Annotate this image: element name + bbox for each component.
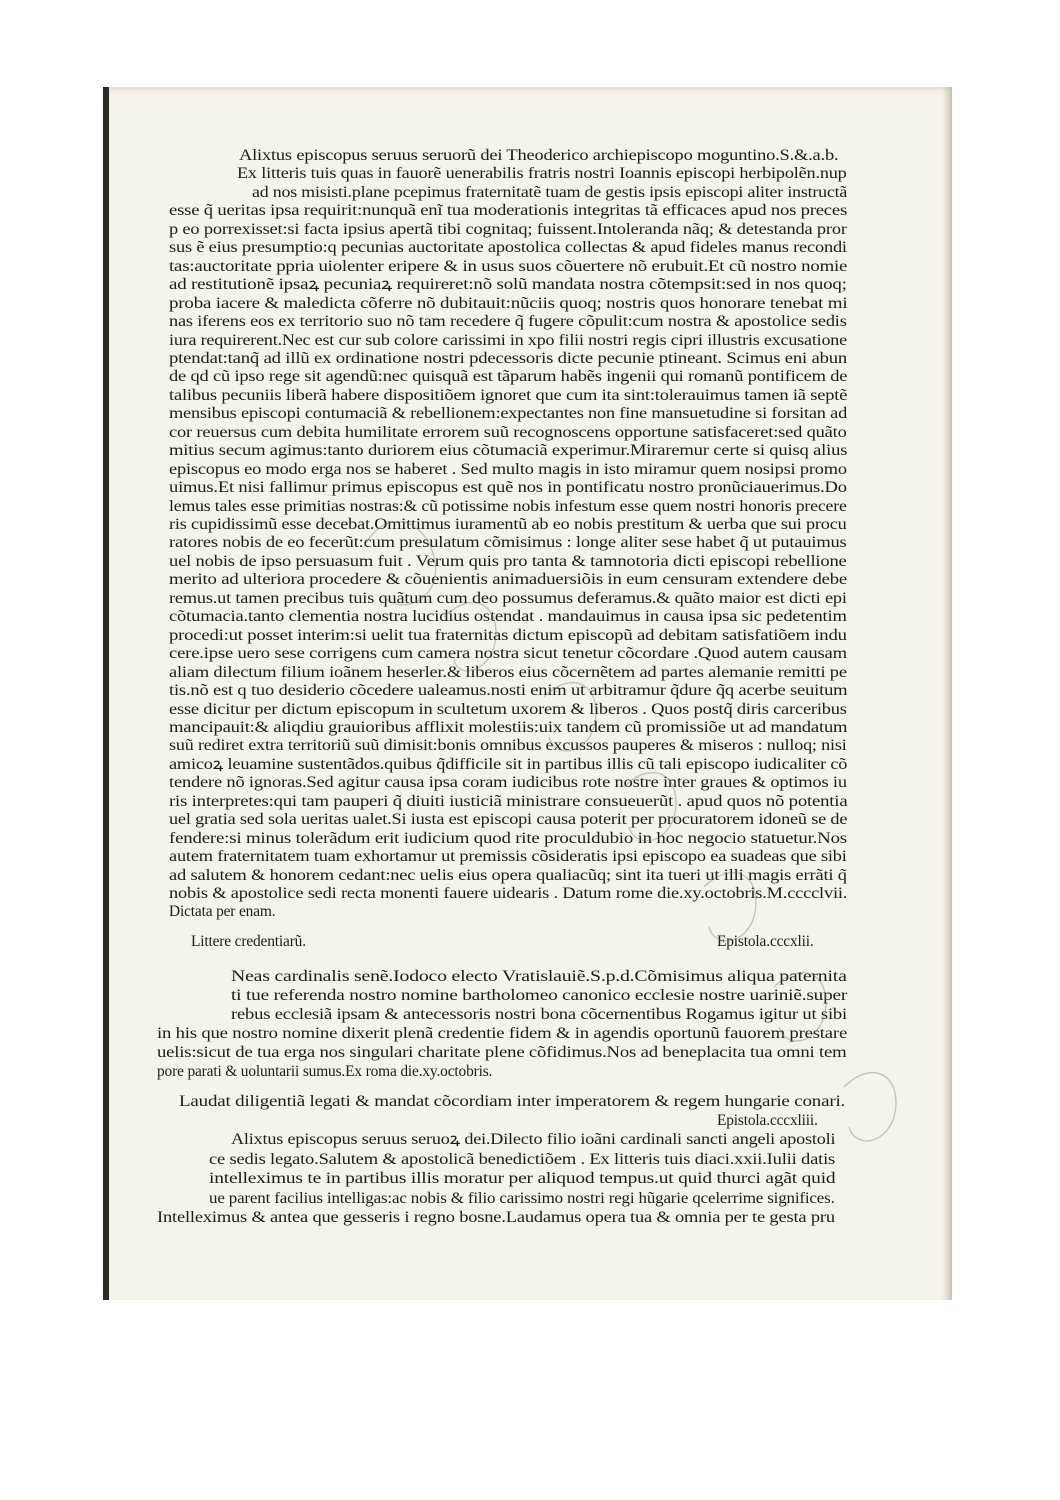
letter-line: cor reuersus cum debita humilitate errorem suũ recognoscens opportune satisfaceret:sed quãto — [169, 423, 847, 441]
letter-line: uel gratia sed sola ueritas ualet.Si iusta est episcopi causa poterit per procuratorem idoneũ se de — [169, 811, 848, 829]
letter-line: merito ad ulteriora procedere & cõuenientis animaduersiõis in eum censuram extendere debe — [169, 571, 848, 589]
letter-line: suũ rediret extra territoriũ suũ dimisit:bonis omnibus excussos pauperes & miseros : nulloq; nisi — [169, 737, 847, 755]
letter-line: ris cupidissimũ esse decebat.Omittimus iuramentũ ab eo nobis prestitum & uerba que sui procu — [169, 516, 847, 533]
letter-line: procedi:ut posset interim:si uelit tua fraternitas dictum episcopũ ad debitam satisfatiõem indu — [169, 626, 847, 644]
letter-line: ad nos misisti.plane pcepimus fraternitatẽ tuam de gestis ipsis episcopi aliter instructã — [252, 183, 848, 201]
letter-line: tas:auctoritate ppria uiolenter eripere & in usus suos cõuertere nõ erubuit.Et cũ nostro nomie — [169, 257, 848, 275]
letter-line: esse dicitur per dictum episcopum in scultetum uxorem & liberos . Quos postq̃ diris carceribus — [169, 700, 847, 718]
letter-line: episcopus eo modo erga nos se haberet . Sed multo magis in isto miramur quem nosipsi promo — [169, 460, 847, 478]
letter-line: ad salutem & honorem cedant:nec uelis eius opera qualiacũq; sint ita tueri ut illi magis errãti q̃ — [169, 866, 847, 884]
letter-line: tendere nõ ignoras.Sed agitur causa ipsa coram iudicibus rote nostre inter graues & optimos iu — [169, 774, 847, 792]
letter-line: autem fraternitatem tuam exhortamur ut premissis cõsideratis ipsi episcopo ea suadeas que sibi — [169, 848, 847, 866]
letter-line: amicoꝝ leuamine sustentãdos.quibus q̃difficile sit in partibus illis cũ tali episcopo iudicaliter cõ — [169, 755, 848, 773]
letter-line: Intelleximus & antea que gesseris i regno bosne.Laudamus opera tua & omnia per te gesta pru — [157, 1209, 835, 1226]
letter-line: mitius secum agimus:tanto duriorem eius cõtumaciã experimur.Miraremur certe si quisq alius — [169, 442, 848, 460]
letter-line: mensibus episcopi contumaciã & rebellionem:expectantes non fine mansuetudine si forsitan ad — [169, 405, 848, 423]
letter-line: proba iacere & maledicta cõferre nõ dubitauit:nũciis quoq; nostris quos honorare tenebat mi — [169, 294, 848, 312]
letter-line: rebus ecclesiã ipsam & antecessoris nostri bona cõcernentibus Rogamus igitur ut sibi — [231, 1006, 848, 1023]
letter-line: sus ẽ eius presumptio:q pecunias auctoritate apostolica collectas & apud fideles manus recondi — [169, 239, 847, 257]
letter-line: Dictata per enam. — [169, 903, 276, 921]
letter-line: cõtumacia.tanto clementia nostra lucidius ostendat . mandauimus in causa ipsa sic pedetentim — [169, 608, 847, 626]
book-page — [103, 87, 952, 1300]
letter-line: cere.ipse uero sese corrigens cum camera nostra sicut tenetur cõcordare .Quod autem causam — [169, 645, 847, 663]
letter-line: in his que nostro nomine dixerit plenã credentie fidem & in agendis oportunũ fauorem prestare — [157, 1025, 848, 1042]
letter-line: ce sedis legato.Salutem & apostolicã benedictiõem . Ex litteris tuis diaci.xxii.Iulii datis — [209, 1150, 836, 1168]
letter-line: Alixtus episcopus seruus seruoꝝ dei.Dilecto filio ioãni cardinali sancti angeli apostoli — [231, 1131, 836, 1148]
letter-line: esse q̃ ueritas ipsa requirit:nunquã enĩ tua moderationis integritas tã efficaces apud nos preces — [169, 202, 848, 220]
letter-line: Ex litteris tuis quas in fauorẽ uenerabilis fratris nostri Ioannis episcopi herbipolẽn.nup — [237, 165, 847, 183]
letter-line: tis.nõ est q tuo desiderio cõcedere ualeamus.nosti enim ut arbitramur q̃dure q̃q acerbe seuitum — [169, 682, 848, 700]
letter-line: lemus tales esse primitias nostras:& cũ potissime nobis infestum esse quem nostri honoris precere — [169, 497, 847, 515]
letter-line: de qd cũ ipso rege sit agendũ:nec quisquã est tãparum habẽs ingenii qui romanũ pontificem de — [169, 368, 848, 386]
section-heading: Laudat diligentiã legati & mandat cõcordiam inter imperatorem & regem hungarie conari. — [179, 1093, 846, 1110]
letter-line: ratores nobis de eo fecerũt:cum presulatum cõmisimus : longe aliter sese habet q̃ ut putauimus — [169, 534, 847, 552]
letter-line: ti tue referenda nostro nomine bartholomeo canonico ecclesie nostre uariniẽ.super — [231, 987, 848, 1004]
letter-line: talibus pecuniis liberã habere dispositiõem ignoret que cum ita sint:tolerauimus tamen iã septẽ — [169, 386, 848, 404]
letter-line: nobis & apostolice sedi recta monenti fauere uidearis . Datum rome die.xy.octobris.M.cccclvii. — [169, 885, 848, 902]
letter-line: ad restitutionẽ ipsaꝝ pecuniaꝝ requireret:nõ solũ mandata nostra cõtempsit:sed in nos quoq; — [169, 276, 847, 294]
letter-line: aliam dilectum filium ioãnem heserler.& liberos eius cõcernẽtem ad partes alemanie remitti pe — [169, 663, 847, 681]
letter-line: uelis:sicut de tua erga nos singulari charitate plene cõfidimus.Nos ad beneplacita tua omni tem — [157, 1044, 847, 1061]
page-text — [109, 87, 952, 1300]
letter-line: ue parent facilius intelligas:ac nobis & filio carissimo nostri regi hũgarie qcelerrime significes. — [209, 1189, 835, 1207]
letter-line: uimus.Et nisi fallimur primus episcopus est quẽ nos in pontificatu nostro pronũciauerimus.Do — [169, 479, 847, 497]
letter-line: mancipauit:& aliqdiu grauioribus afflixit molestiis:uix tandem cũ promissiõe ut ad mandatum — [169, 718, 848, 736]
letter-line: fendere:si minus tolerãdum erit iudicium quod rite proculdubio in hoc negocio statuetur.Nos — [169, 829, 847, 847]
letter-line: pore parati & uoluntarii sumus.Ex roma die.xy.octobris. — [157, 1063, 493, 1080]
section-heading: Littere credentiarũ. — [191, 933, 306, 950]
letter-line: intelleximus te in partibus illis moratur per aliquod tempus.ut quid thurci agãt quid — [209, 1170, 836, 1187]
letter-line: uel nobis de ipso persuasum fuit . Verum quis pro tanta & tamnotoria dicti episcopi rebellione — [169, 552, 847, 570]
epistola-number: Epistola.cccxliii. — [717, 1112, 818, 1129]
letter-line: p eo porrexisset:si facta ipsius apertã tibi cognitaq; fuissent.Intoleranda nãq; & detestanda pror — [169, 220, 847, 238]
letter-line: Neas cardinalis senẽ.Iodoco electo Vratislauiẽ.S.p.d.Cõmisimus aliqua paternita — [231, 968, 847, 985]
letter-line: iura requirerent.Nec est cur sub colore carissimi in xpo filii nostri regis cipri illustris excusatione — [169, 331, 847, 349]
letter-line: nas iferens eos ex territorio suo nõ tam recedere q̃ fugere cõpulit:cum nostra & apostolice sedis — [169, 313, 847, 331]
letter-line: ptendat:tanq̃ ad illũ ex ordinatione nostri pdecessoris dicte pecunie ptineant. Scimus eni abun — [169, 349, 848, 367]
letter-line: remus.ut tamen precibus tuis quãtum cum deo possumus deferamus.& quãto maior est dicti epi — [169, 589, 847, 607]
letter-line: ris interpretes:qui tam pauperi q̃ diuiti iusticiã ministrare consueuerũt . apud quos nõ potentia — [169, 792, 848, 810]
epistola-number: Epistola.cccxlii. — [717, 933, 814, 950]
letter-line: Alixtus episcopus seruus seruorũ dei Theoderico archiepiscopo moguntino.S.&.a.b. — [239, 147, 839, 164]
